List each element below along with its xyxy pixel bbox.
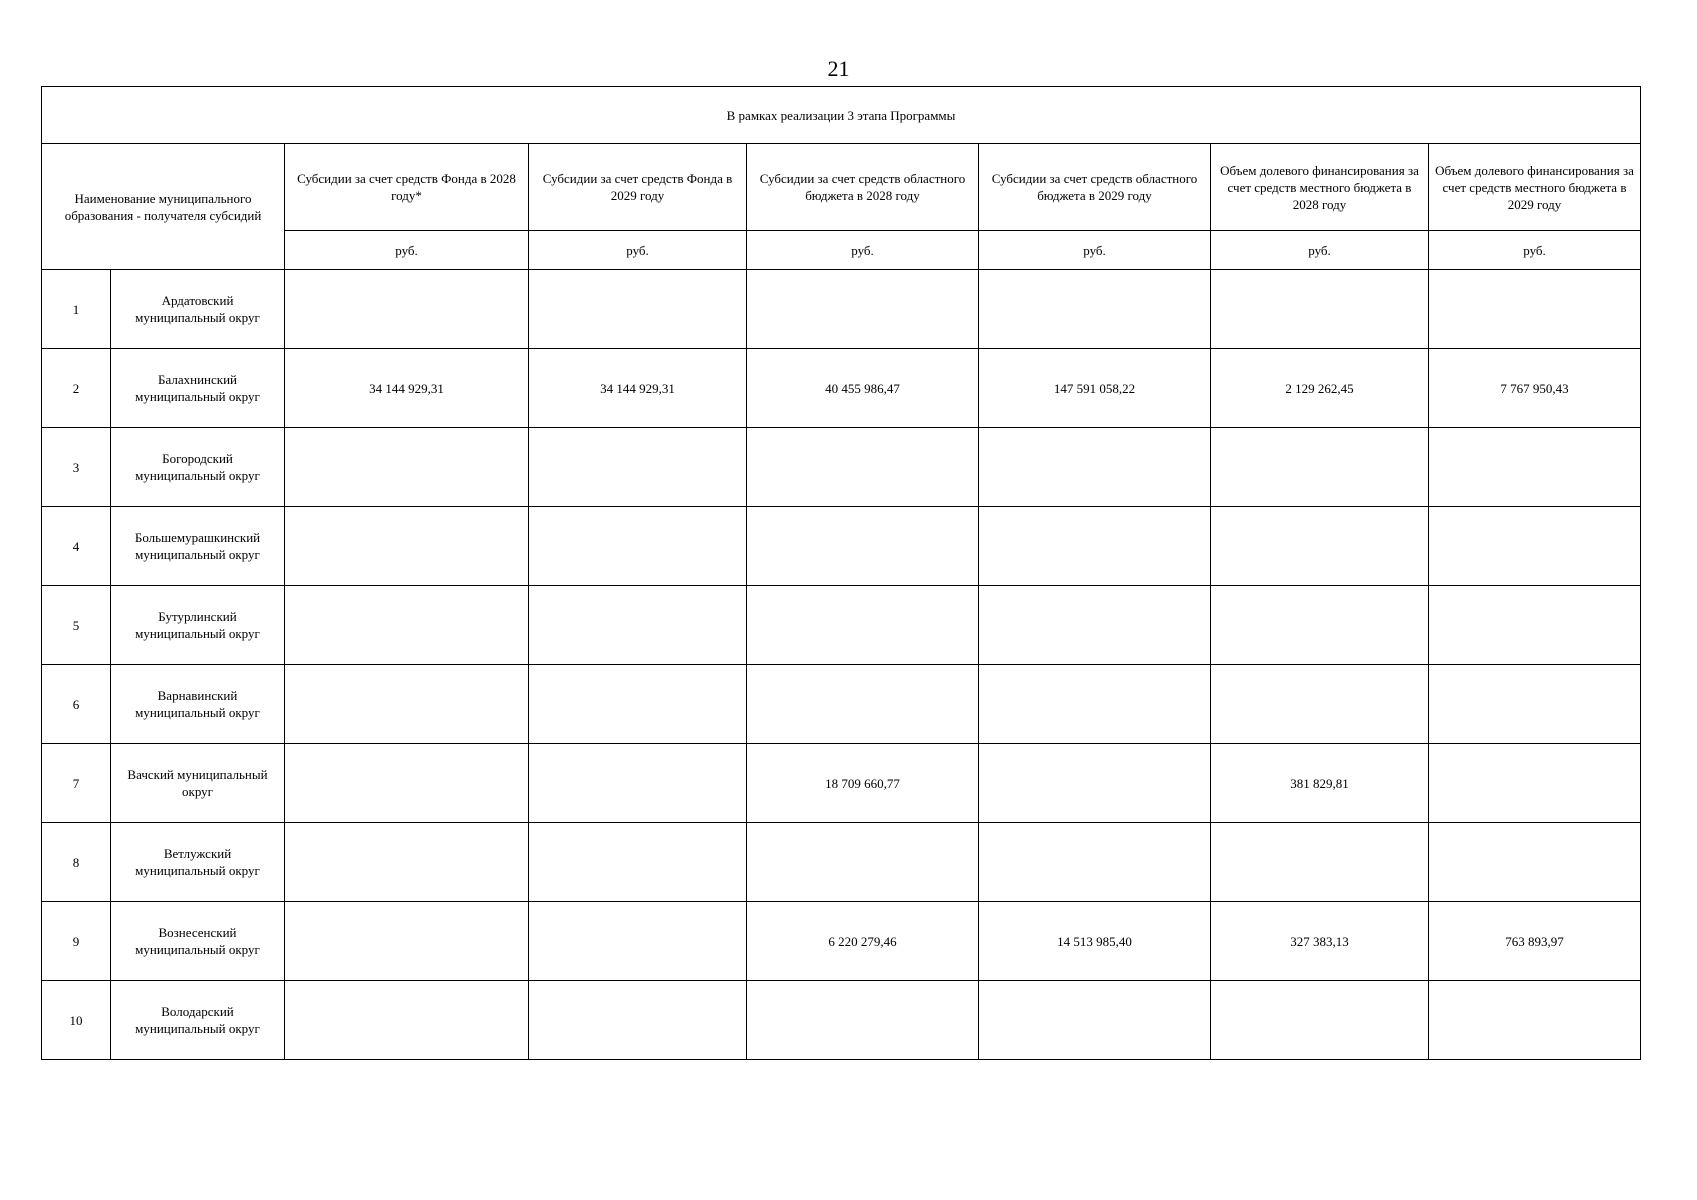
table-row [42,665,1641,744]
municipality-name: Бутурлинский муниципальный округ [111,586,285,665]
value-cell [1211,823,1429,902]
column-header: Субсидии за счет средств Фонда в 2029 году [529,144,747,231]
municipality-name: Варнавинский муниципальный округ [111,665,285,744]
value-cell [1429,270,1641,349]
table-row [42,507,1641,586]
value-cell [529,823,747,902]
value-cell [1429,823,1641,902]
value-cell [285,744,529,823]
row-number: 4 [42,507,111,586]
value-cell [979,981,1211,1060]
value-cell [529,428,747,507]
table-body [42,87,1641,1060]
value-cell [1429,428,1641,507]
value-cell: 7 767 950,43 [1429,349,1641,428]
value-cell [747,981,979,1060]
value-cell [747,823,979,902]
value-cell [285,428,529,507]
value-cell [285,586,529,665]
value-cell [747,507,979,586]
value-cell [529,665,747,744]
value-cell [747,270,979,349]
municipality-name: Балахнинский муниципальный округ [111,349,285,428]
value-cell [285,665,529,744]
name-column-header: Наименование муниципального образования - получателя субсидий [42,144,285,270]
value-cell [529,744,747,823]
table-row [42,428,1641,507]
unit-label: руб. [1211,231,1429,270]
unit-label: руб. [1429,231,1641,270]
value-cell: 381 829,81 [1211,744,1429,823]
page-number: 21 [827,56,850,81]
municipality-name: Богородский муниципальный округ [111,428,285,507]
value-cell [529,586,747,665]
value-cell [1211,981,1429,1060]
value-cell: 327 383,13 [1211,902,1429,981]
column-header: Субсидии за счет средств Фонда в 2028 году* [285,144,529,231]
header-row [42,144,1641,231]
municipality-name: Ардатовский муниципальный округ [111,270,285,349]
value-cell [979,665,1211,744]
value-cell [979,270,1211,349]
row-number: 2 [42,349,111,428]
value-cell: 2 129 262,45 [1211,349,1429,428]
value-cell [285,507,529,586]
value-cell: 34 144 929,31 [285,349,529,428]
row-number: 10 [42,981,111,1060]
unit-label: руб. [285,231,529,270]
value-cell [285,902,529,981]
row-number: 7 [42,744,111,823]
table-row [42,823,1641,902]
value-cell [1211,428,1429,507]
stage-row [42,87,1641,144]
value-cell [1429,981,1641,1060]
table-row [42,270,1641,349]
row-number: 8 [42,823,111,902]
column-header: Субсидии за счет средств областного бюджета в 2029 году [979,144,1211,231]
unit-label: руб. [529,231,747,270]
value-cell [285,981,529,1060]
unit-label: руб. [747,231,979,270]
value-cell [1211,507,1429,586]
value-cell [285,823,529,902]
stage-title: В рамках реализации 3 этапа Программы [42,87,1641,144]
value-cell [979,823,1211,902]
row-number: 3 [42,428,111,507]
value-cell: 763 893,97 [1429,902,1641,981]
municipality-name: Большемурашкинский муниципальный округ [111,507,285,586]
table-row [42,586,1641,665]
unit-label: руб. [979,231,1211,270]
value-cell [1429,586,1641,665]
table-row [42,981,1641,1060]
subsidy-table [41,86,1641,1060]
value-cell [1429,665,1641,744]
value-cell [979,428,1211,507]
value-cell [529,902,747,981]
value-cell [529,270,747,349]
municipality-name: Вачский муниципальный округ [111,744,285,823]
municipality-name: Вознесенский муниципальный округ [111,902,285,981]
value-cell: 147 591 058,22 [979,349,1211,428]
value-cell [1211,270,1429,349]
row-number: 9 [42,902,111,981]
value-cell [529,507,747,586]
value-cell [1429,744,1641,823]
row-number: 6 [42,665,111,744]
value-cell: 18 709 660,77 [747,744,979,823]
value-cell [1211,665,1429,744]
value-cell [285,270,529,349]
value-cell [747,665,979,744]
value-cell [747,586,979,665]
value-cell [979,586,1211,665]
column-header: Субсидии за счет средств областного бюджета в 2028 году [747,144,979,231]
value-cell: 14 513 985,40 [979,902,1211,981]
value-cell [529,981,747,1060]
value-cell [1211,586,1429,665]
table-row [42,349,1641,428]
value-cell [979,744,1211,823]
column-header: Объем долевого финансирования за счет средств местного бюджета в 2029 году [1429,144,1641,231]
value-cell: 40 455 986,47 [747,349,979,428]
row-number: 1 [42,270,111,349]
column-header: Объем долевого финансирования за счет средств местного бюджета в 2028 году [1211,144,1429,231]
value-cell [979,507,1211,586]
row-number: 5 [42,586,111,665]
value-cell: 6 220 279,46 [747,902,979,981]
municipality-name: Ветлужский муниципальный округ [111,823,285,902]
table-row [42,902,1641,981]
table-row [42,744,1641,823]
value-cell [747,428,979,507]
municipality-name: Володарский муниципальный округ [111,981,285,1060]
value-cell [1429,507,1641,586]
value-cell: 34 144 929,31 [529,349,747,428]
